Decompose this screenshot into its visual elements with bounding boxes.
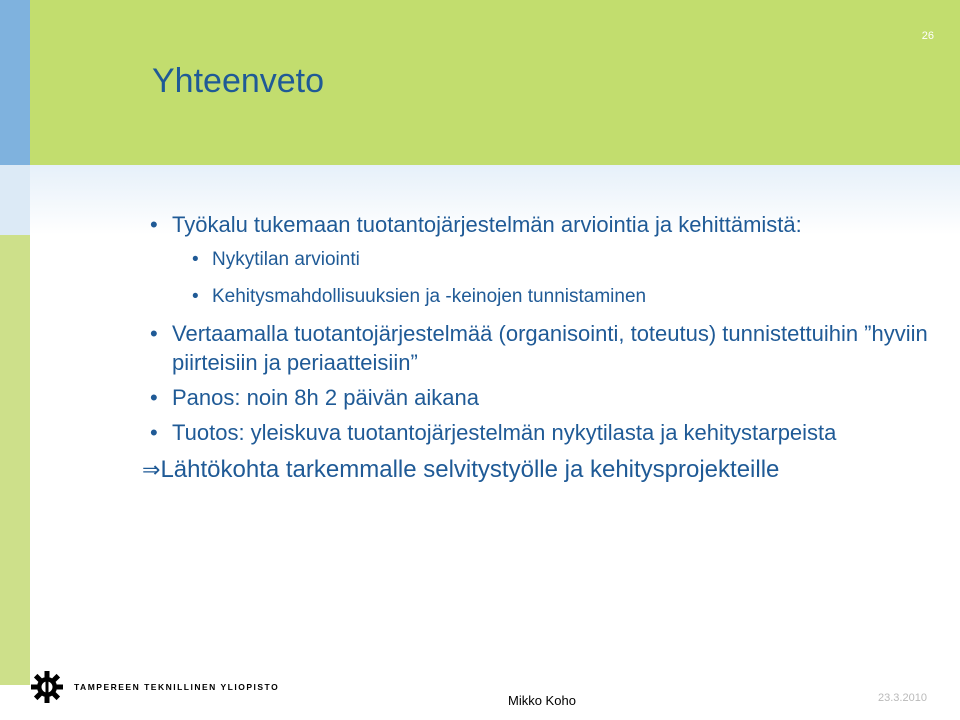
slide-date: 23.3.2010 bbox=[878, 692, 927, 704]
university-gear-logo-icon bbox=[30, 670, 64, 704]
left-lightblue-stripe bbox=[0, 165, 30, 235]
left-blue-stripe bbox=[0, 0, 30, 165]
implies-arrow-icon: ⇒ bbox=[142, 458, 161, 483]
conclusion-text: Lähtökohta tarkemmalle selvitystyölle ja kehitysprojekteille bbox=[160, 456, 780, 483]
page-number: 26 bbox=[921, 30, 934, 42]
bullet-tool-purpose: • Työkalu tukemaan tuotantojärjestelmän arviointia ja kehittämistä: bbox=[148, 210, 938, 239]
sub-bullet-opportunities: • Kehitysmahdollisuuksien ja -keinojen tunnistaminen bbox=[148, 282, 938, 311]
slide-content bbox=[142, 210, 938, 485]
university-name: TAMPEREEN TEKNILLINEN YLIOPISTO bbox=[74, 682, 280, 692]
sub-bullet-current-state: • Nykytilan arviointi bbox=[148, 245, 938, 274]
bullet-effort: • Panos: noin 8h 2 päivän aikana bbox=[148, 383, 938, 412]
left-green-stripe bbox=[0, 235, 30, 685]
author-name: Mikko Koho bbox=[508, 693, 576, 708]
bullet-output: • Tuotos: yleiskuva tuotantojärjestelmän nykytilasta ja kehitystarpeista bbox=[148, 418, 938, 447]
bullet-comparison: • Vertaamalla tuotantojärjestelmää (organisointi, toteutus) tunnistettuihin ”hyviin piirteisiin ja periaatteisiin” bbox=[148, 319, 938, 377]
conclusion-line bbox=[142, 455, 932, 485]
university-logo bbox=[30, 670, 279, 704]
slide-title: Yhteenveto bbox=[152, 62, 325, 100]
